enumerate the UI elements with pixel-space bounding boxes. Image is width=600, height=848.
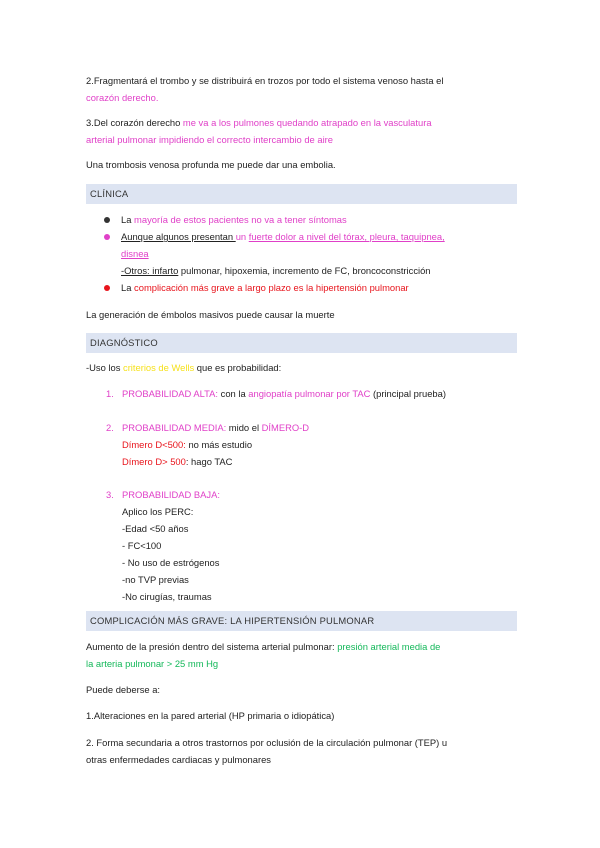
section-header-diagnostico: DIAGNÓSTICO bbox=[86, 333, 517, 353]
prob-media-item bbox=[122, 419, 522, 470]
list-number: 1. bbox=[106, 388, 114, 399]
prob-baja-item bbox=[122, 486, 522, 605]
text: 3.Del corazón derecho bbox=[86, 117, 181, 128]
text: pulmonar, hipoxemia, incremento de FC, broncoconstricción bbox=[178, 265, 431, 276]
highlight-text: complicación más grave a largo plazo es la hipertensión pulmonar bbox=[134, 282, 409, 293]
paragraph-aumento-presion bbox=[86, 638, 516, 672]
highlight-text: PROBABILIDAD BAJA: bbox=[122, 489, 220, 500]
paragraph-puede-deberse: Puede deberse a: bbox=[86, 684, 161, 695]
perc-line: -Edad <50 años bbox=[122, 523, 189, 534]
paragraph-wells bbox=[86, 359, 516, 376]
paragraph-fragmentara bbox=[86, 72, 516, 106]
highlight-text: disnea bbox=[121, 248, 149, 259]
highlight-text: Dímero D<500: bbox=[122, 439, 186, 450]
text: 2. Forma secundaria a otros trastornos por oclusión de la circulación pulmonar (TEP) u bbox=[86, 737, 448, 748]
paragraph-muerte: La generación de émbolos masivos puede causar la muerte bbox=[86, 309, 335, 320]
highlight-text: un bbox=[235, 231, 249, 242]
perc-line: - No uso de estrógenos bbox=[122, 557, 220, 568]
highlight-text: DÍMERO-D bbox=[261, 422, 310, 433]
highlight-text: la arteria pulmonar > 25 mm Hg bbox=[86, 658, 219, 669]
clinica-item-2 bbox=[121, 228, 521, 279]
text: que es probabilidad: bbox=[194, 362, 282, 373]
highlight-text: criterios de Wells bbox=[123, 362, 195, 373]
perc-line: -no TVP previas bbox=[122, 574, 189, 585]
highlight-text: angiopatía pulmonar por TAC bbox=[248, 388, 371, 399]
text: Aumento de la presión dentro del sistema arterial pulmonar: bbox=[86, 641, 338, 652]
paragraph-alteraciones: 1.Alteraciones en la pared arterial (HP primaria o idiopática) bbox=[86, 710, 335, 721]
perc-line: Aplico los PERC: bbox=[122, 506, 194, 517]
highlight-text: mayoría de estos pacientes no va a tener síntomas bbox=[134, 214, 347, 225]
highlight-text: fuerte dolor a nivel del tórax, pleura, taquipnea, bbox=[248, 231, 445, 242]
perc-line: - FC<100 bbox=[122, 540, 162, 551]
highlight-text: arterial pulmonar impidiendo el correcto intercambio de aire bbox=[86, 134, 333, 145]
text: con la bbox=[218, 388, 249, 399]
paragraph-corazon bbox=[86, 114, 516, 148]
text: mido el bbox=[226, 422, 262, 433]
text: -Otros: infarto bbox=[121, 265, 179, 276]
highlight-text: presión arterial media de bbox=[337, 641, 441, 652]
text: (principal prueba) bbox=[370, 388, 446, 399]
text: no más estudio bbox=[185, 439, 253, 450]
clinica-item-3 bbox=[121, 279, 521, 296]
highlight-text: Dímero D> 500 bbox=[122, 456, 186, 467]
text: -Uso los bbox=[86, 362, 123, 373]
section-header-clinica: CLÍNICA bbox=[86, 184, 517, 204]
list-number: 2. bbox=[106, 422, 114, 433]
paragraph-trombosis: Una trombosis venosa profunda me puede dar una embolia. bbox=[86, 159, 336, 170]
prob-alta-item bbox=[122, 385, 522, 402]
text: : hago TAC bbox=[185, 456, 233, 467]
bullet-icon bbox=[104, 285, 110, 291]
text: La bbox=[121, 282, 135, 293]
highlight-text: PROBABILIDAD ALTA: bbox=[122, 388, 219, 399]
list-number: 3. bbox=[106, 489, 114, 500]
bullet-icon bbox=[104, 234, 110, 240]
text: otras enfermedades cardiacas y pulmonares bbox=[86, 754, 271, 765]
perc-line: -No cirugías, traumas bbox=[122, 591, 212, 602]
paragraph-forma-secundaria bbox=[86, 734, 516, 768]
text: La bbox=[121, 214, 135, 225]
section-header-complicacion: COMPLICACIÓN MÁS GRAVE: LA HIPERTENSIÓN PULMONAR bbox=[86, 611, 517, 631]
bullet-icon bbox=[104, 217, 110, 223]
highlight-text: me va a los pulmones quedando atrapado en la vasculatura bbox=[180, 117, 432, 128]
highlight-text: PROBABILIDAD MEDIA: bbox=[122, 422, 227, 433]
text: Aunque algunos presentan bbox=[121, 231, 236, 242]
clinica-item-1 bbox=[121, 211, 521, 228]
highlight-text: corazón derecho. bbox=[86, 92, 159, 103]
text: 2.Fragmentará el trombo y se distribuirá en trozos por todo el sistema venoso hasta el bbox=[86, 75, 444, 86]
